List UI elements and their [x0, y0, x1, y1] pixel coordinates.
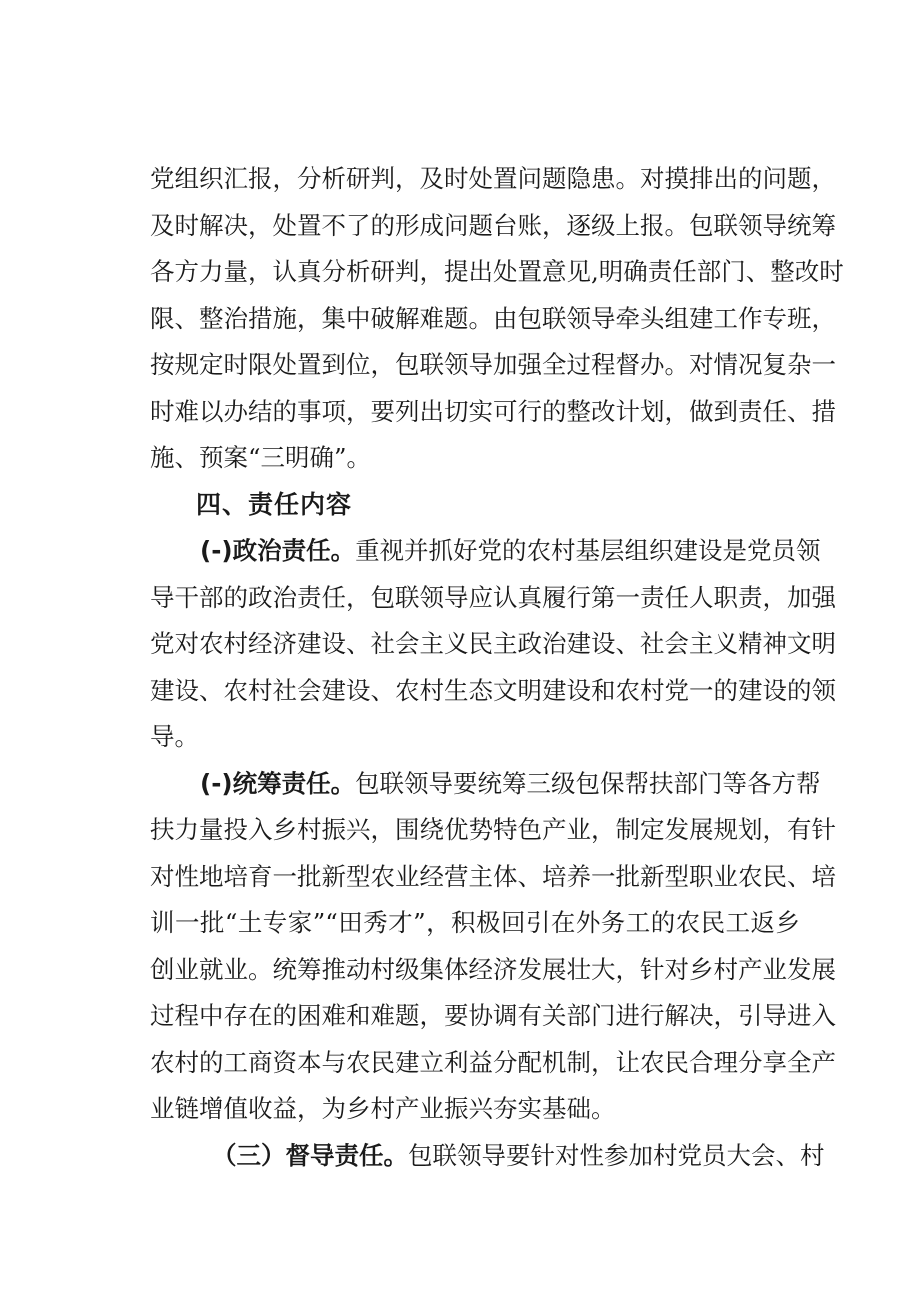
intro-line-4: 限、整治措施，集中破解难题。由包联领导牵头组建工作专班，	[150, 304, 836, 333]
item1-first-line-text: 重视并抓好党的农村基层组织建设是党员领	[355, 536, 821, 565]
item1-label: (-)政治责任。	[200, 536, 356, 565]
section-heading: 四、责任内容	[196, 490, 353, 519]
item3-first-line-text: 包联领导要针对性参加村党员大会、村	[408, 1141, 825, 1170]
intro-line-5: 按规定时限处置到位，包联领导加强全过程督办。对情况复杂一	[150, 350, 836, 379]
item2-line-4: 训一批“土专家”“田秀才”，积极回引在外务工的农民工返乡	[150, 908, 800, 937]
item3-first-line	[212, 1140, 825, 1172]
item1-line-4: 建设、农村社会建设、农村生态文明建设和农村党一的建设的领	[150, 676, 836, 705]
item2-first-line-text: 包联领导要统筹三级包保帮扶部门等各方帮	[355, 769, 821, 798]
intro-line-6: 时难以办结的事项，要列出切实可行的整改计划，做到责任、措	[150, 397, 836, 426]
intro-line-3: 各方力量，认真分析研判，提出处置意见,明确责任部门、整改时	[150, 257, 844, 286]
item2-line-2: 扶力量投入乡村振兴，围绕优势特色产业，制定发展规划，有针	[150, 815, 836, 844]
intro-line-2: 及时解决，处置不了的形成问题台账，逐级上报。包联领导统筹	[150, 211, 836, 240]
item3-label: （三）督导责任。	[212, 1141, 408, 1170]
intro-line-7: 施、预案“三明确”。	[150, 443, 372, 472]
item1-first-line	[200, 535, 821, 567]
item1-line-3: 党对农村经济建设、社会主义民主政治建设、社会主义精神文明	[150, 629, 836, 658]
item2-line-6: 过程中存在的困难和难题，要协调有关部门进行解决，引导进入	[150, 1001, 836, 1030]
item2-line-8: 业链增值收益，为乡村产业振兴夯实基础。	[150, 1094, 616, 1123]
item1-line-5: 导。	[150, 722, 199, 751]
item2-line-3: 对性地培育一批新型农业经营主体、培养一批新型职业农民、培	[150, 862, 836, 891]
intro-line-1: 党组织汇报，分析研判，及时处置问题隐患。对摸排出的问题，	[150, 164, 836, 193]
item2-first-line	[200, 768, 821, 800]
item2-label: (-)统筹责任。	[200, 769, 356, 798]
item2-line-5: 创业就业。统筹推动村级集体经济发展壮大，针对乡村产业发展	[150, 955, 836, 984]
item1-line-2: 导干部的政治责任，包联领导应认真履行第一责任人职责，加强	[150, 583, 836, 612]
item2-line-7: 农村的工商资本与农民建立利益分配机制，让农民合理分享全产	[150, 1048, 836, 1077]
